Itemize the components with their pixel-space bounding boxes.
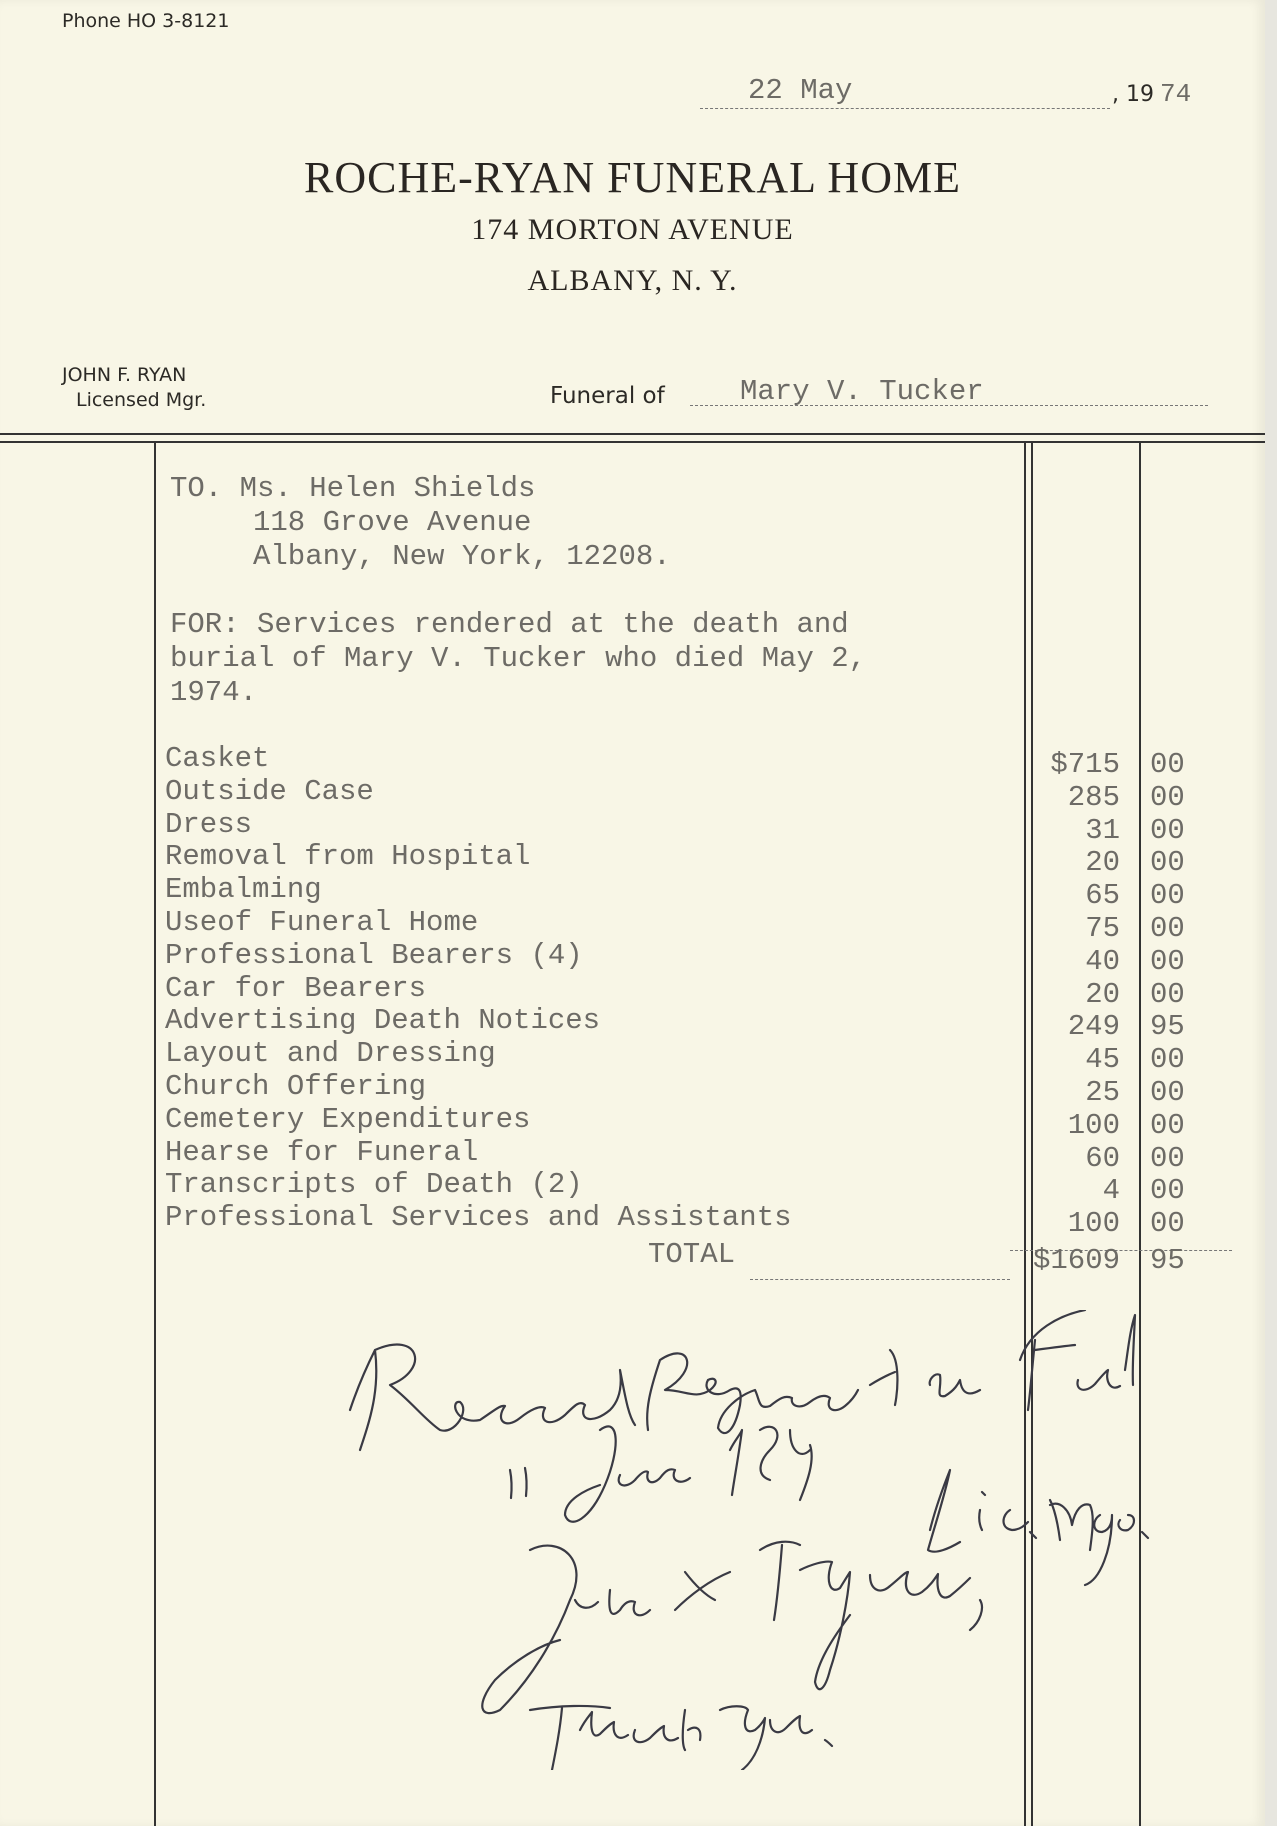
line-item-label: Hearse for Funeral [165,1136,479,1169]
line-item-label: Useof Funeral Home [165,906,479,939]
line-item-dollars: 65 [1085,879,1120,912]
line-item-label: Layout and Dressing [165,1037,496,1070]
line-item-amount-cell [1005,879,1120,913]
firm-name: ROCHE-RYAN FUNERAL HOME [304,153,961,202]
line-item-dollars: 25 [1085,1076,1120,1109]
total-label: TOTAL [648,1238,736,1271]
line-item-dollars: 20 [1085,846,1120,879]
deceased-name: Mary V. Tucker [740,375,984,408]
line-item-dollars: 45 [1085,1043,1120,1076]
line-item-cents: 00 [1150,1109,1185,1142]
line-item-amount-cell [1005,1142,1120,1176]
line-item-dollars: 249 [1067,1010,1120,1043]
line-item-label: Outside Case [165,775,374,808]
line-item-amount-cell [1005,1207,1120,1241]
line-item-label: Embalming [165,873,322,906]
line-item-label: Professional Bearers (4) [165,939,583,972]
line-item-dollars: 100 [1067,1109,1120,1142]
line-item-amount-cell [1005,1010,1120,1044]
line-item-amount-cell [1005,1043,1120,1077]
line-item-dollars: 20 [1085,978,1120,1011]
description-line-3: 1974. [170,676,258,709]
line-item-amount-cell [1005,912,1120,946]
recipient-city: Albany, New York, 12208. [253,540,671,573]
line-item-dollars: 40 [1085,945,1120,978]
line-item-amount-cell [1005,748,1120,782]
line-item-amount-cell [1005,846,1120,880]
phone-number: Phone HO 3-8121 [62,10,230,32]
line-item-cents: 00 [1150,1207,1185,1240]
top-rule-inner [0,441,1265,443]
line-item-cents: 00 [1150,1174,1185,1207]
line-item-label: Transcripts of Death (2) [165,1168,583,1201]
line-item-amount-cell [1005,1076,1120,1110]
year-suffix: 74 [1160,79,1192,109]
funeral-of-label: Funeral of [550,383,665,409]
line-item-amount-cell [1005,781,1120,815]
line-item-dollars: 4 [1102,1174,1120,1207]
line-item-amount-cell [1005,978,1120,1012]
total-underline [750,1279,1010,1280]
line-item-cents: 00 [1150,978,1185,1011]
line-item-cents: 00 [1150,879,1185,912]
line-item-dollars: 100 [1067,1207,1120,1240]
line-item-cents: 00 [1150,945,1185,978]
line-item-cents: 00 [1150,1043,1185,1076]
line-item-cents: 00 [1150,912,1185,945]
handwritten-receipt-note [330,1310,1260,1770]
manager-title: Licensed Mgr. [76,389,207,411]
invoice-date: 22 May [748,74,853,107]
line-item-cents: 00 [1150,748,1185,781]
line-item-label: Removal from Hospital [165,840,531,873]
total-amount-cell [1005,1244,1120,1278]
line-item-dollars: 285 [1067,781,1120,814]
recipient-name: TO. Ms. Helen Shields [170,472,536,505]
line-item-label: Advertising Death Notices [165,1004,601,1037]
line-item-dollars: 31 [1085,814,1120,847]
line-item-amount-cell [1005,1109,1120,1143]
line-item-amount-cell [1005,814,1120,848]
line-item-cents: 00 [1150,814,1185,847]
manager-name: JOHN F. RYAN [62,364,187,386]
top-rule [0,433,1265,435]
firm-city: ALBANY, N. Y. [527,264,738,297]
total-dollars: $1609 [1032,1244,1120,1277]
line-item-cents: 95 [1150,1010,1185,1043]
description-line-2: burial of Mary V. Tucker who died May 2, [170,642,867,675]
line-item-dollars: $715 [1050,748,1120,781]
line-item-cents: 00 [1150,1142,1185,1175]
line-item-label: Dress [165,808,253,841]
line-item-amount-cell [1005,945,1120,979]
year-prefix: , 19 [1112,82,1154,107]
line-item-dollars: 60 [1085,1142,1120,1175]
left-column-rule [154,442,156,1826]
recipient-street: 118 Grove Avenue [253,506,532,539]
line-item-dollars: 75 [1085,912,1120,945]
line-item-cents: 00 [1150,1076,1185,1109]
line-item-cents: 00 [1150,781,1185,814]
line-item-label: Church Offering [165,1070,427,1103]
line-item-cents: 00 [1150,846,1185,879]
line-item-amount-cell [1005,1174,1120,1208]
line-item-label: Professional Services and Assistants [165,1201,792,1234]
line-item-label: Casket [165,742,270,775]
firm-street: 174 MORTON AVENUE [471,213,794,246]
total-cents: 95 [1150,1244,1185,1277]
line-item-label: Car for Bearers [165,972,427,1005]
line-item-label: Cemetery Expenditures [165,1103,531,1136]
description-line-1: FOR: Services rendered at the death and [170,608,849,641]
